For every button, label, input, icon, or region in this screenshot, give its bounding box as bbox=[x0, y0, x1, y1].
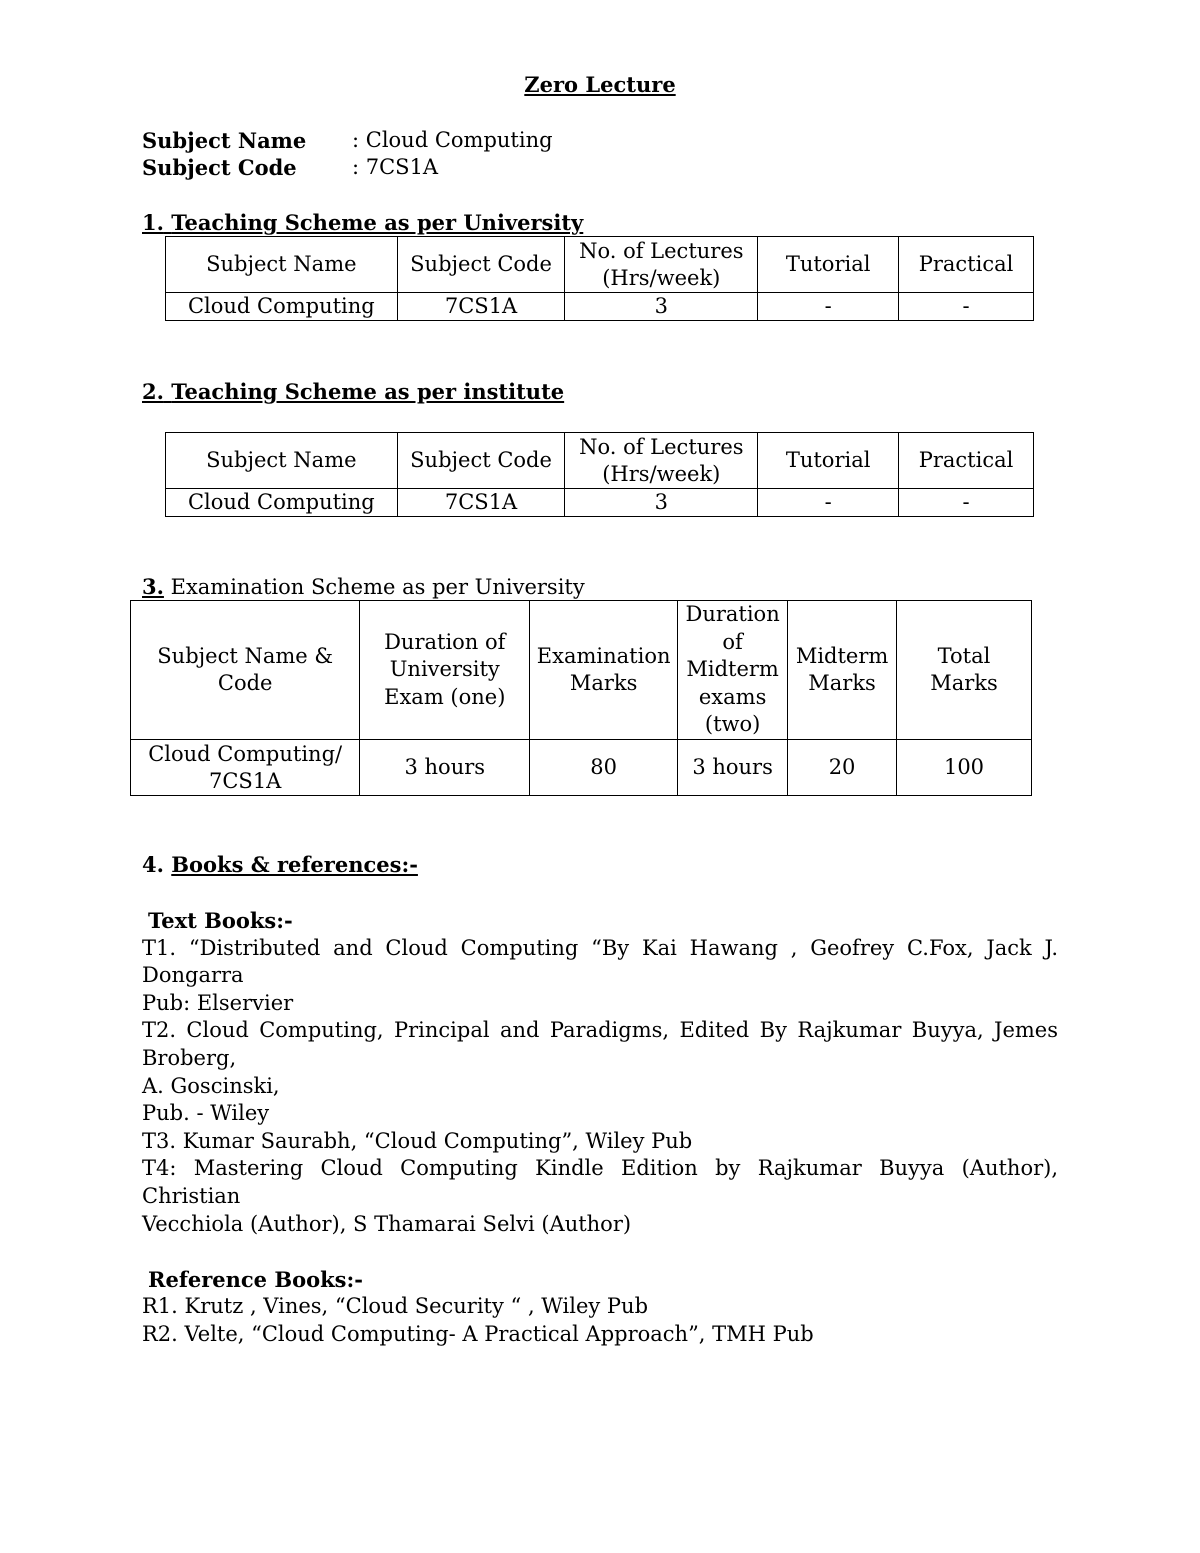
section1-number: 1. bbox=[142, 210, 164, 235]
section3-title: Examination Scheme as per University bbox=[163, 575, 585, 599]
header-cell: Tutorial bbox=[758, 433, 899, 489]
list-item: A. Goscinski, bbox=[142, 1073, 280, 1098]
institute-teaching-table bbox=[165, 432, 1034, 517]
subject-name-label: Subject Name bbox=[142, 128, 307, 153]
header-cell: No. of Lectures (Hrs/week) bbox=[565, 237, 758, 293]
table-cell: 100 bbox=[897, 740, 1032, 796]
list-item: Pub: Elservier bbox=[142, 990, 294, 1015]
header-cell: Practical bbox=[899, 237, 1034, 293]
header-cell: Duration of Midterm exams (two) bbox=[678, 601, 788, 740]
header-cell: Duration of University Exam (one) bbox=[360, 601, 530, 740]
page-title: Zero Lecture bbox=[524, 72, 676, 97]
section4-heading bbox=[142, 852, 418, 877]
books-list bbox=[142, 907, 1058, 1349]
section3-number: 3. bbox=[142, 574, 164, 599]
list-item: R2. Velte, “Cloud Computing- A Practical Approach”, TMH Pub bbox=[142, 1321, 814, 1346]
spacer bbox=[142, 1238, 1058, 1266]
list-item: T1. “Distributed and Cloud Computing “By Kai Hawang , Geofrey C.Fox, Jack J. Dongarra bbox=[142, 935, 1058, 988]
header-cell: Subject Name bbox=[166, 433, 398, 489]
section2-heading bbox=[142, 379, 564, 404]
reference-books-label: Reference Books:- bbox=[148, 1266, 363, 1292]
list-item: Pub. - Wiley bbox=[142, 1101, 270, 1126]
university-teaching-table bbox=[165, 236, 1034, 321]
table-header-row bbox=[166, 237, 1034, 293]
list-item: T3. Kumar Saurabh, “Cloud Computing”, Wiley Pub bbox=[142, 1128, 693, 1153]
section4-title: Books & references:- bbox=[171, 852, 418, 877]
table-header-row bbox=[131, 601, 1032, 740]
table-row bbox=[166, 489, 1034, 517]
header-cell: Subject Name & Code bbox=[131, 601, 360, 740]
header-cell: Practical bbox=[899, 433, 1034, 489]
table-cell: - bbox=[758, 489, 899, 517]
table-cell: Cloud Computing bbox=[166, 293, 398, 321]
section3-heading bbox=[142, 574, 585, 599]
table-cell: 3 hours bbox=[360, 740, 530, 796]
table-cell: 7CS1A bbox=[397, 489, 565, 517]
section4-number: 4. bbox=[142, 852, 164, 877]
table-cell: 3 bbox=[565, 293, 758, 321]
header-cell: Examination Marks bbox=[530, 601, 678, 740]
list-item: T4: Mastering Cloud Computing Kindle Edition by Rajkumar Buyya (Author), Christian bbox=[142, 1156, 1058, 1208]
table-cell: Cloud Computing bbox=[166, 489, 398, 517]
header-cell: Total Marks bbox=[897, 601, 1032, 740]
subject-code-label: Subject Code bbox=[142, 155, 297, 180]
table-row bbox=[166, 293, 1034, 321]
table-cell: Cloud Computing/ 7CS1A bbox=[131, 740, 360, 796]
table-cell: - bbox=[899, 293, 1034, 321]
table-cell: 3 hours bbox=[678, 740, 788, 796]
table-header-row bbox=[166, 433, 1034, 489]
section1-title: Teaching Scheme as per University bbox=[171, 210, 584, 235]
header-cell: Midterm Marks bbox=[788, 601, 897, 740]
table-cell: 3 bbox=[565, 489, 758, 517]
examination-table bbox=[130, 600, 1032, 796]
header-cell: No. of Lectures (Hrs/week) bbox=[565, 433, 758, 489]
header-cell: Subject Name bbox=[166, 237, 398, 293]
header-cell: Subject Code bbox=[397, 237, 565, 293]
subject-code-value: : 7CS1A bbox=[352, 155, 439, 179]
table-cell: 7CS1A bbox=[397, 293, 565, 321]
table-cell: - bbox=[758, 293, 899, 321]
list-item: Vecchiola (Author), S Thamarai Selvi (Author) bbox=[142, 1211, 632, 1236]
section2-number: 2. bbox=[142, 379, 164, 404]
section1-heading bbox=[142, 210, 583, 235]
list-item: R1. Krutz , Vines, “Cloud Security “ , Wiley Pub bbox=[142, 1294, 649, 1319]
subject-name-value: : Cloud Computing bbox=[352, 128, 553, 152]
list-item: T2. Cloud Computing, Principal and Paradigms, Edited By Rajkumar Buyya, Jemes Broberg, bbox=[142, 1018, 1058, 1070]
table-cell: - bbox=[899, 489, 1034, 517]
header-cell: Tutorial bbox=[758, 237, 899, 293]
header-cell: Subject Code bbox=[397, 433, 565, 489]
table-row bbox=[131, 740, 1032, 796]
table-cell: 80 bbox=[530, 740, 678, 796]
table-cell: 20 bbox=[788, 740, 897, 796]
section2-title: Teaching Scheme as per institute bbox=[171, 379, 565, 404]
text-books-label: Text Books:- bbox=[148, 908, 293, 933]
